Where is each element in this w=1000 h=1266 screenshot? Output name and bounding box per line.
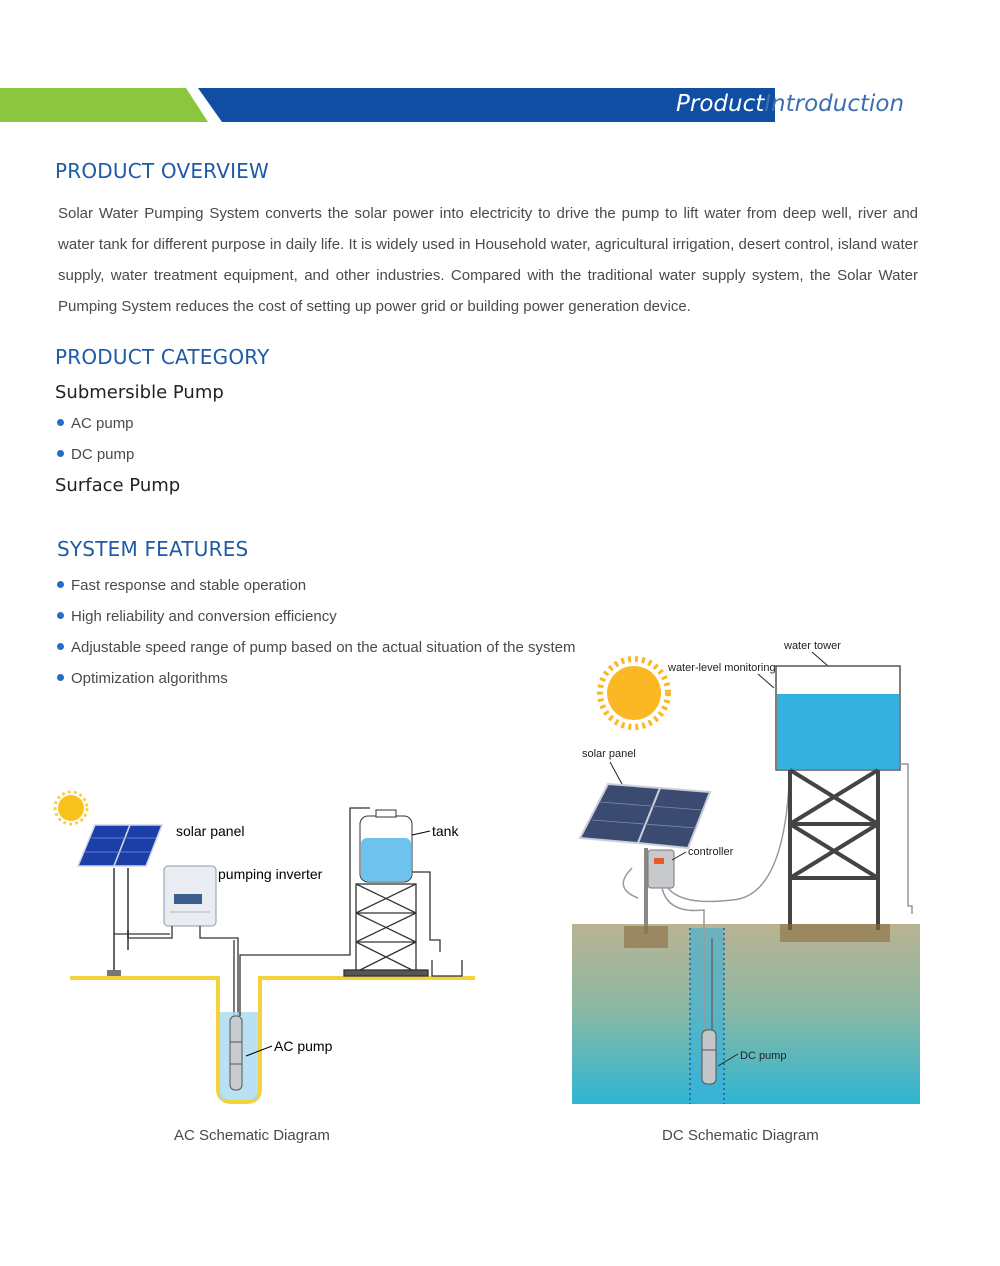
list-item: Adjustable speed range of pump based on the actual situation of the system <box>57 637 576 668</box>
dc-controller-label: controller <box>688 846 734 858</box>
ac-inverter-label: pumping inverter <box>218 866 323 882</box>
tower-icon <box>344 884 428 976</box>
ac-pump-label: AC pump <box>274 1038 333 1054</box>
ac-diagram-caption: AC Schematic Diagram <box>174 1127 330 1144</box>
controller-icon <box>648 850 674 888</box>
dc-water-level-label: water-level monitoring <box>668 662 776 674</box>
sun-icon <box>55 792 87 824</box>
list-item: Optimization algorithms <box>57 668 576 699</box>
overview-text: Solar Water Pumping System converts the solar power into electricity to drive the pump to lift water from deep well, river and water tank for different purpose in daily life. It is widely used in Household water, agricultural irrigation, desert control, island water supply, water treatment equipment, and other industries. Compared with the traditional water supply system, the Solar Water Pumping System reduces the cost of setting up power grid or building power generation device. <box>58 205 918 315</box>
bullet-icon <box>57 643 64 650</box>
submersible-pump-title: Submersible Pump <box>55 382 224 403</box>
bullet-icon <box>57 612 64 619</box>
solar-panel-icon <box>580 784 710 934</box>
header-title-word2: Introduction <box>764 91 905 117</box>
overview-heading: PRODUCT OVERVIEW <box>55 159 269 183</box>
water-tower-icon <box>776 666 900 942</box>
list-item: AC pump <box>57 413 134 444</box>
list-item: DC pump <box>57 444 134 475</box>
header-title <box>676 88 904 124</box>
bullet-icon <box>57 581 64 588</box>
category-heading: PRODUCT CATEGORY <box>55 345 270 369</box>
sun-icon <box>600 659 668 727</box>
bullet-icon <box>57 450 64 457</box>
features-heading: SYSTEM FEATURES <box>57 537 249 561</box>
features-list <box>57 575 576 699</box>
dc-diagram-caption: DC Schematic Diagram <box>662 1127 819 1144</box>
list-item: Fast response and stable operation <box>57 575 576 606</box>
bullet-icon <box>57 419 64 426</box>
ac-solar-panel-label: solar panel <box>176 823 245 839</box>
bullet-icon <box>57 674 64 681</box>
submersible-pump-list <box>57 413 134 475</box>
ac-schematic-diagram <box>50 780 490 1115</box>
tank-icon <box>360 810 412 882</box>
header-title-word1: Product <box>676 91 765 117</box>
inverter-icon <box>164 866 216 926</box>
ac-pump-icon <box>230 1016 242 1090</box>
dc-solar-panel-label: solar panel <box>582 748 636 760</box>
dc-pump-icon <box>702 1030 716 1084</box>
dc-pump-label: DC pump <box>740 1050 787 1062</box>
surface-pump-title: Surface Pump <box>55 475 181 496</box>
dc-schematic-diagram <box>572 638 920 1104</box>
dc-water-tower-label: water tower <box>784 640 841 652</box>
ac-tank-label: tank <box>432 823 459 839</box>
solar-panel-icon <box>78 825 162 976</box>
list-item: High reliability and conversion efficiency <box>57 606 576 637</box>
